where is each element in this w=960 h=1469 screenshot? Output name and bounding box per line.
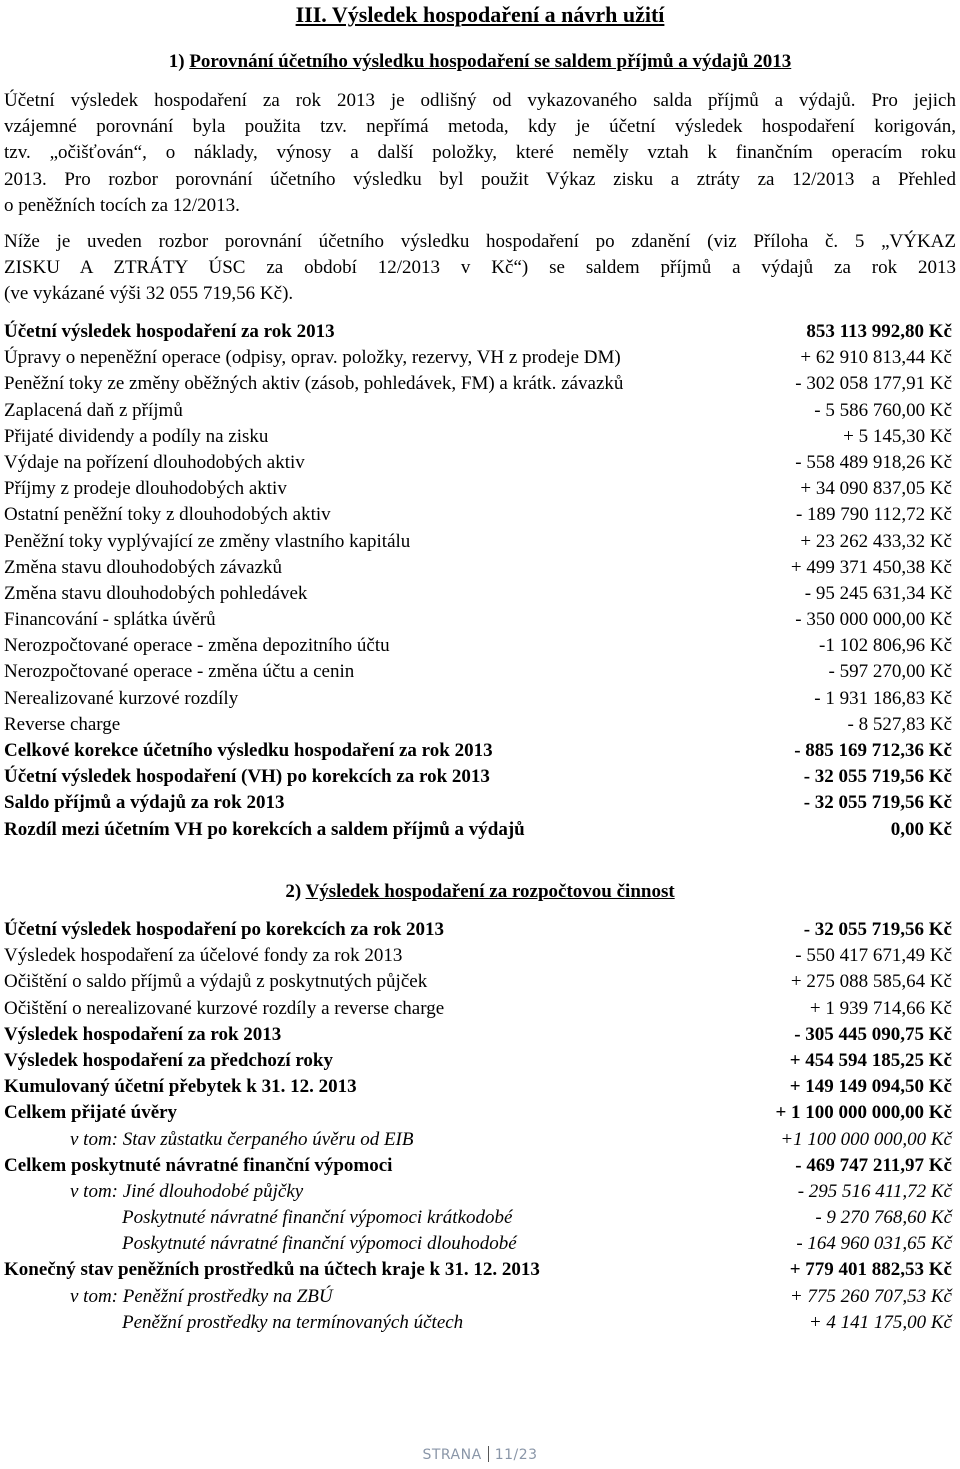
table-row — [4, 686, 952, 712]
table-row — [4, 764, 952, 790]
page-footer — [0, 1446, 960, 1463]
row-value: + 4 141 175,00 Kč — [808, 1311, 952, 1333]
row-value: - 9 270 768,60 Kč — [815, 1207, 952, 1229]
table-row — [4, 1153, 952, 1179]
row-value: + 499 371 450,38 Kč — [790, 556, 952, 578]
table-row — [4, 738, 952, 764]
row-value: - 95 245 631,34 Kč — [804, 582, 952, 604]
section2-table — [4, 917, 952, 1336]
row-value: - 164 960 031,65 Kč — [796, 1233, 952, 1255]
row-label: Celkové korekce účetního výsledku hospodaření za rok 2013 — [4, 740, 493, 761]
row-label: Očištění o nerealizované kurzové rozdíly a reverse charge — [4, 997, 445, 1019]
row-label: Peněžní toky ze změny oběžných aktiv (zásob, pohledávek, FM) a krátk. závazků — [4, 373, 624, 395]
row-value: - 32 055 719,56 Kč — [803, 766, 952, 788]
row-value: + 1 939 714,66 Kč — [809, 997, 952, 1019]
table-row — [4, 398, 952, 424]
row-value: - 597 270,00 Kč — [828, 661, 952, 683]
table-row — [4, 996, 952, 1022]
section1-title: Porovnání účetního výsledku hospodaření se saldem příjmů a výdajů 2013 — [189, 51, 792, 72]
row-label: v tom: Jiné dlouhodobé půjčky — [70, 1180, 304, 1202]
table-row — [4, 659, 952, 685]
row-value: + 149 149 094,50 Kč — [789, 1076, 952, 1098]
table-row — [4, 345, 952, 371]
row-value: + 1 100 000 000,00 Kč — [775, 1102, 952, 1124]
table-row — [4, 1179, 952, 1205]
row-value: - 350 000 000,00 Kč — [795, 609, 952, 631]
table-row — [4, 943, 952, 969]
row-value: 853 113 992,80 Kč — [806, 321, 952, 342]
row-value: - 189 790 112,72 Kč — [795, 504, 952, 526]
row-label: Celkem poskytnuté návratné finanční výpomoci — [4, 1154, 393, 1176]
row-value: - 885 169 712,36 Kč — [794, 740, 952, 761]
table-row — [4, 581, 952, 607]
footer-label: STRANA — [422, 1447, 482, 1463]
table-row — [4, 607, 952, 633]
row-label: Změna stavu dlouhodobých závazků — [4, 556, 283, 578]
section2-title: Výsledek hospodaření za rozpočtovou činnost — [305, 881, 675, 902]
row-label: Přijaté dividendy a podíly na zisku — [4, 425, 269, 447]
section1-paragraph-1 — [4, 88, 956, 219]
row-label: v tom: Stav zůstatku čerpaného úvěru od EIB — [70, 1128, 414, 1150]
table-row — [4, 1074, 952, 1100]
row-value: 0,00 Kč — [890, 818, 952, 840]
row-label: Ostatní peněžní toky z dlouhodobých aktiv — [4, 504, 331, 526]
table-row — [4, 1284, 952, 1310]
table-row — [4, 1205, 952, 1231]
paragraph-line: Účetní výsledek hospodaření za rok 2013 je odlišný od vykazovaného salda příjmů a výdajů. Pro jejich — [4, 90, 956, 111]
row-value: - 295 516 411,72 Kč — [797, 1180, 952, 1202]
paragraph-line: 2013. Pro rozbor porovnání účetního výsledku byl použit Výkaz zisku a ztráty za 12/2013 a Přehled — [4, 168, 956, 190]
row-value: + 5 145,30 Kč — [843, 425, 952, 447]
section2-heading — [0, 881, 960, 903]
section1-number: 1) — [168, 51, 185, 72]
row-label: Nerozpočtované operace - změna účtu a cenin — [4, 661, 355, 683]
row-value: - 305 445 090,75 Kč — [794, 1023, 952, 1045]
row-value: + 34 090 837,05 Kč — [800, 478, 952, 500]
row-label: v tom: Peněžní prostředky na ZBÚ — [70, 1285, 333, 1307]
row-value: + 23 262 433,32 Kč — [800, 530, 952, 552]
table-row — [4, 555, 952, 581]
row-label: Peněžní prostředky na termínovaných účtech — [122, 1311, 464, 1333]
row-label: Kumulovaný účetní přebytek k 31. 12. 2013 — [4, 1076, 357, 1098]
table-row — [4, 529, 952, 555]
table-row — [4, 1022, 952, 1048]
paragraph-line: (ve vykázané výši 32 055 719,56 Kč). — [4, 283, 294, 305]
row-value: - 469 747 211,97 Kč — [795, 1154, 952, 1176]
section2-number: 2) — [285, 881, 302, 902]
row-label: Účetní výsledek hospodaření (VH) po korekcích za rok 2013 — [4, 766, 490, 788]
row-label: Příjmy z prodeje dlouhodobých aktiv — [4, 478, 287, 500]
paragraph-line: ZISKU A ZTRÁTY ÚSC za období 12/2013 v Kč“) se saldem příjmů a výdajů za rok 2013 — [4, 257, 956, 279]
row-label: Peněžní toky vyplývající ze změny vlastního kapitálu — [4, 530, 411, 552]
row-label: Konečný stav peněžních prostředků na účtech kraje k 31. 12. 2013 — [4, 1259, 540, 1281]
row-value: + 779 401 882,53 Kč — [789, 1259, 952, 1281]
table-row — [4, 817, 952, 843]
row-value: + 62 910 813,44 Kč — [800, 347, 952, 369]
row-label: Účetní výsledek hospodaření po korekcích za rok 2013 — [4, 919, 445, 940]
table-row — [4, 1127, 952, 1153]
row-value: - 32 055 719,56 Kč — [803, 792, 952, 814]
paragraph-line: Níže je uveden rozbor porovnání účetního výsledku hospodaření po zdanění (viz Příloha č. 5 „VÝKAZ — [4, 231, 956, 252]
row-value: - 1 931 186,83 Kč — [814, 687, 952, 709]
row-value: - 558 489 918,26 Kč — [795, 451, 952, 473]
row-label: Změna stavu dlouhodobých pohledávek — [4, 582, 308, 604]
row-value: - 32 055 719,56 Kč — [803, 919, 952, 940]
row-label: Nerozpočtované operace - změna depozitního účtu — [4, 635, 390, 657]
table-row — [4, 371, 952, 397]
row-label: Nerealizované kurzové rozdíly — [4, 687, 239, 709]
paragraph-line: o peněžních tocích za 12/2013. — [4, 194, 240, 216]
table-row — [4, 1231, 952, 1257]
row-label: Saldo příjmů a výdajů za rok 2013 — [4, 792, 285, 814]
row-label: Reverse charge — [4, 713, 121, 735]
paragraph-line: vzájemné porovnání byla použita tzv. nepřímá metoda, kdy je účetní výsledek hospodaření korigován, — [4, 116, 956, 138]
row-label: Financování - splátka úvěrů — [4, 609, 216, 631]
paragraph-line: tzv. „očišťován“, o náklady, výnosy a další položky, které neměly vztah k finančním operacím roku — [4, 142, 956, 164]
row-value: + 454 594 185,25 Kč — [789, 1049, 952, 1071]
row-value: + 775 260 707,53 Kč — [789, 1285, 952, 1307]
row-value: - 302 058 177,91 Kč — [795, 373, 952, 395]
row-label: Poskytnuté návratné finanční výpomoci krátkodobé — [122, 1207, 513, 1229]
section1-paragraph-2 — [4, 229, 956, 308]
table-row — [4, 712, 952, 738]
row-label: Výdaje na pořízení dlouhodobých aktiv — [4, 451, 305, 473]
table-row — [4, 917, 952, 943]
section1-table — [4, 319, 952, 843]
row-value: -1 102 806,96 Kč — [819, 635, 952, 657]
row-label: Výsledek hospodaření za rok 2013 — [4, 1023, 282, 1045]
table-row — [4, 424, 952, 450]
table-row — [4, 969, 952, 995]
table-row — [4, 1257, 952, 1283]
page-number: 11/23 — [494, 1447, 538, 1463]
row-label: Celkem přijaté úvěry — [4, 1102, 178, 1124]
section1-heading — [0, 51, 960, 73]
row-value: + 275 088 585,64 Kč — [790, 971, 952, 993]
table-row — [4, 1310, 952, 1336]
table-row — [4, 476, 952, 502]
row-label: Výsledek hospodaření za předchozí roky — [4, 1049, 334, 1071]
chapter-title: III. Výsledek hospodaření a návrh užití — [295, 2, 665, 27]
table-row — [4, 450, 952, 476]
table-row — [4, 790, 952, 816]
row-value: +1 100 000 000,00 Kč — [780, 1128, 952, 1150]
row-label: Očištění o saldo příjmů a výdajů z poskytnutých půjček — [4, 971, 428, 993]
row-value: - 8 527,83 Kč — [847, 713, 952, 735]
row-label: Účetní výsledek hospodaření za rok 2013 — [4, 321, 335, 342]
row-value: - 550 417 671,49 Kč — [795, 945, 952, 967]
row-label: Rozdíl mezi účetním VH po korekcích a saldem příjmů a výdajů — [4, 818, 525, 840]
table-row — [4, 502, 952, 528]
table-row — [4, 319, 952, 345]
row-label: Výsledek hospodaření za účelové fondy za rok 2013 — [4, 945, 403, 967]
table-row — [4, 1048, 952, 1074]
row-label: Zaplacená daň z příjmů — [4, 399, 183, 421]
footer-divider — [488, 1446, 489, 1462]
row-label: Úpravy o nepeněžní operace (odpisy, oprav. položky, rezervy, VH z prodeje DM) — [4, 347, 621, 369]
table-row — [4, 633, 952, 659]
row-label: Poskytnuté návratné finanční výpomoci dlouhodobé — [122, 1233, 517, 1255]
row-value: - 5 586 760,00 Kč — [814, 399, 952, 421]
table-row — [4, 1100, 952, 1126]
